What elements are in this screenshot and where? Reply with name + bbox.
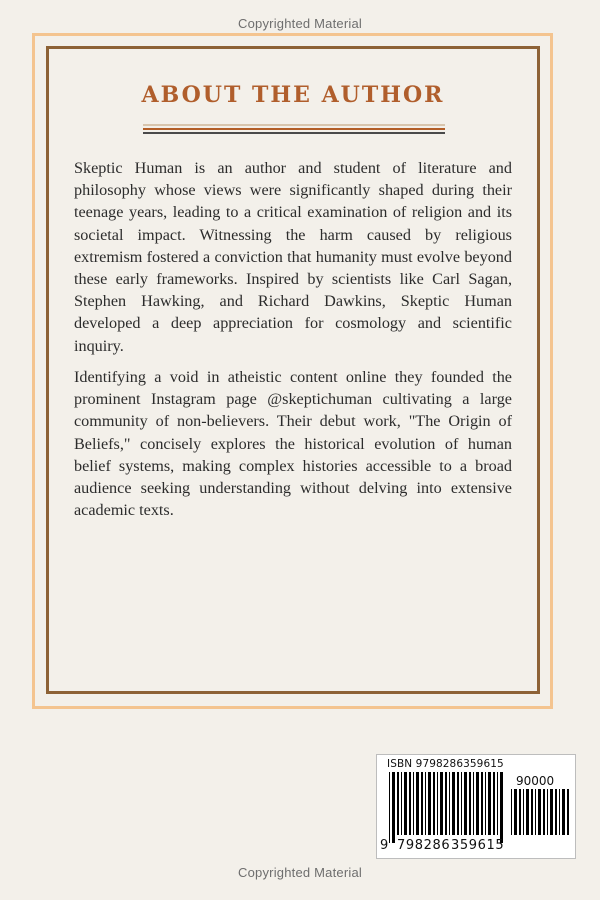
isbn-label: ISBN 9798286359615 bbox=[387, 758, 504, 770]
barcode-bar bbox=[526, 789, 529, 835]
barcode-bar bbox=[389, 772, 390, 843]
barcode-bar bbox=[413, 772, 414, 835]
barcode-bar bbox=[493, 772, 495, 835]
barcode-bar bbox=[519, 789, 521, 835]
barcode-bar bbox=[500, 772, 503, 843]
price-code-label: 90000 bbox=[516, 774, 555, 788]
barcode-bar bbox=[543, 789, 545, 835]
copyright-watermark-bottom: Copyrighted Material bbox=[238, 865, 362, 880]
barcode-bar bbox=[567, 789, 569, 835]
barcode-bar bbox=[464, 772, 467, 835]
barcode-bar bbox=[437, 772, 438, 835]
barcode-bar bbox=[445, 772, 447, 835]
heading-divider-accent bbox=[143, 128, 445, 130]
barcode-bar bbox=[497, 772, 498, 835]
barcode-bar bbox=[469, 772, 471, 835]
barcode-bar bbox=[452, 772, 455, 835]
author-bio-paragraph-1: Skeptic Human is an author and student of literature and philosophy whose views were significantly shaped during their teenage years, leading to a critical examination of religion and its societal impact. Witnessing the harm caused by religious extremism fostered a conviction that humanity must evolve beyond these early frameworks. Inspired by scientists like Carl Sagan, Stephen Hawking, and Richard Dawkins, Skeptic Human developed a deep appreciation for cosmology and scientific inquiry. bbox=[74, 159, 512, 355]
heading-divider-dark bbox=[143, 132, 445, 134]
barcode-bar bbox=[547, 789, 548, 835]
barcode-bar bbox=[485, 772, 486, 835]
barcode-bar bbox=[404, 772, 407, 835]
barcode-bar bbox=[449, 772, 450, 835]
heading-divider-light bbox=[143, 124, 445, 126]
isbn-barcode bbox=[376, 754, 576, 859]
barcode-bar bbox=[416, 772, 419, 835]
barcode-bar bbox=[473, 772, 474, 835]
barcode-bar bbox=[428, 772, 431, 835]
about-author-heading: ABOUT THE AUTHOR bbox=[141, 82, 445, 108]
copyright-watermark-top: Copyrighted Material bbox=[238, 16, 362, 31]
barcode-bar bbox=[535, 789, 536, 835]
barcode-bar bbox=[433, 772, 435, 835]
barcode-bar bbox=[481, 772, 483, 835]
barcode-bar bbox=[457, 772, 459, 835]
barcode-bar bbox=[476, 772, 479, 835]
barcode-bar bbox=[538, 789, 541, 835]
barcode-digit-first: 9 bbox=[380, 838, 389, 853]
barcode-bar bbox=[523, 789, 524, 835]
barcode-bar bbox=[397, 772, 399, 835]
barcode-bar bbox=[421, 772, 423, 835]
barcode-bar bbox=[440, 772, 443, 835]
barcode-bar bbox=[401, 772, 402, 835]
barcode-digits-group-2: 359615 bbox=[451, 838, 505, 853]
barcode-bar bbox=[409, 772, 411, 835]
barcode-bar bbox=[555, 789, 557, 835]
author-bio-paragraph-2: Identifying a void in atheistic content online they founded the prominent Instagram page @skeptichuman cultivating a large community of non-believers. Their debut work, "The Origin of Beliefs," concisely explores the historical evolution of human belief systems, making complex histories accessible to a broad audience seeking understanding without delving into extensive academic texts. bbox=[74, 368, 512, 520]
barcode-bar bbox=[531, 789, 533, 835]
barcode-bar bbox=[559, 789, 560, 835]
barcode-bar bbox=[425, 772, 426, 835]
barcode-bar bbox=[392, 772, 395, 843]
barcode-bar bbox=[562, 789, 565, 835]
barcode-bar bbox=[514, 789, 517, 835]
barcode-bar bbox=[550, 789, 553, 835]
barcode-bar bbox=[511, 789, 512, 835]
barcode-bar bbox=[488, 772, 491, 835]
barcode-digits-group-1: 798286 bbox=[397, 838, 451, 853]
barcode-bar bbox=[461, 772, 462, 835]
